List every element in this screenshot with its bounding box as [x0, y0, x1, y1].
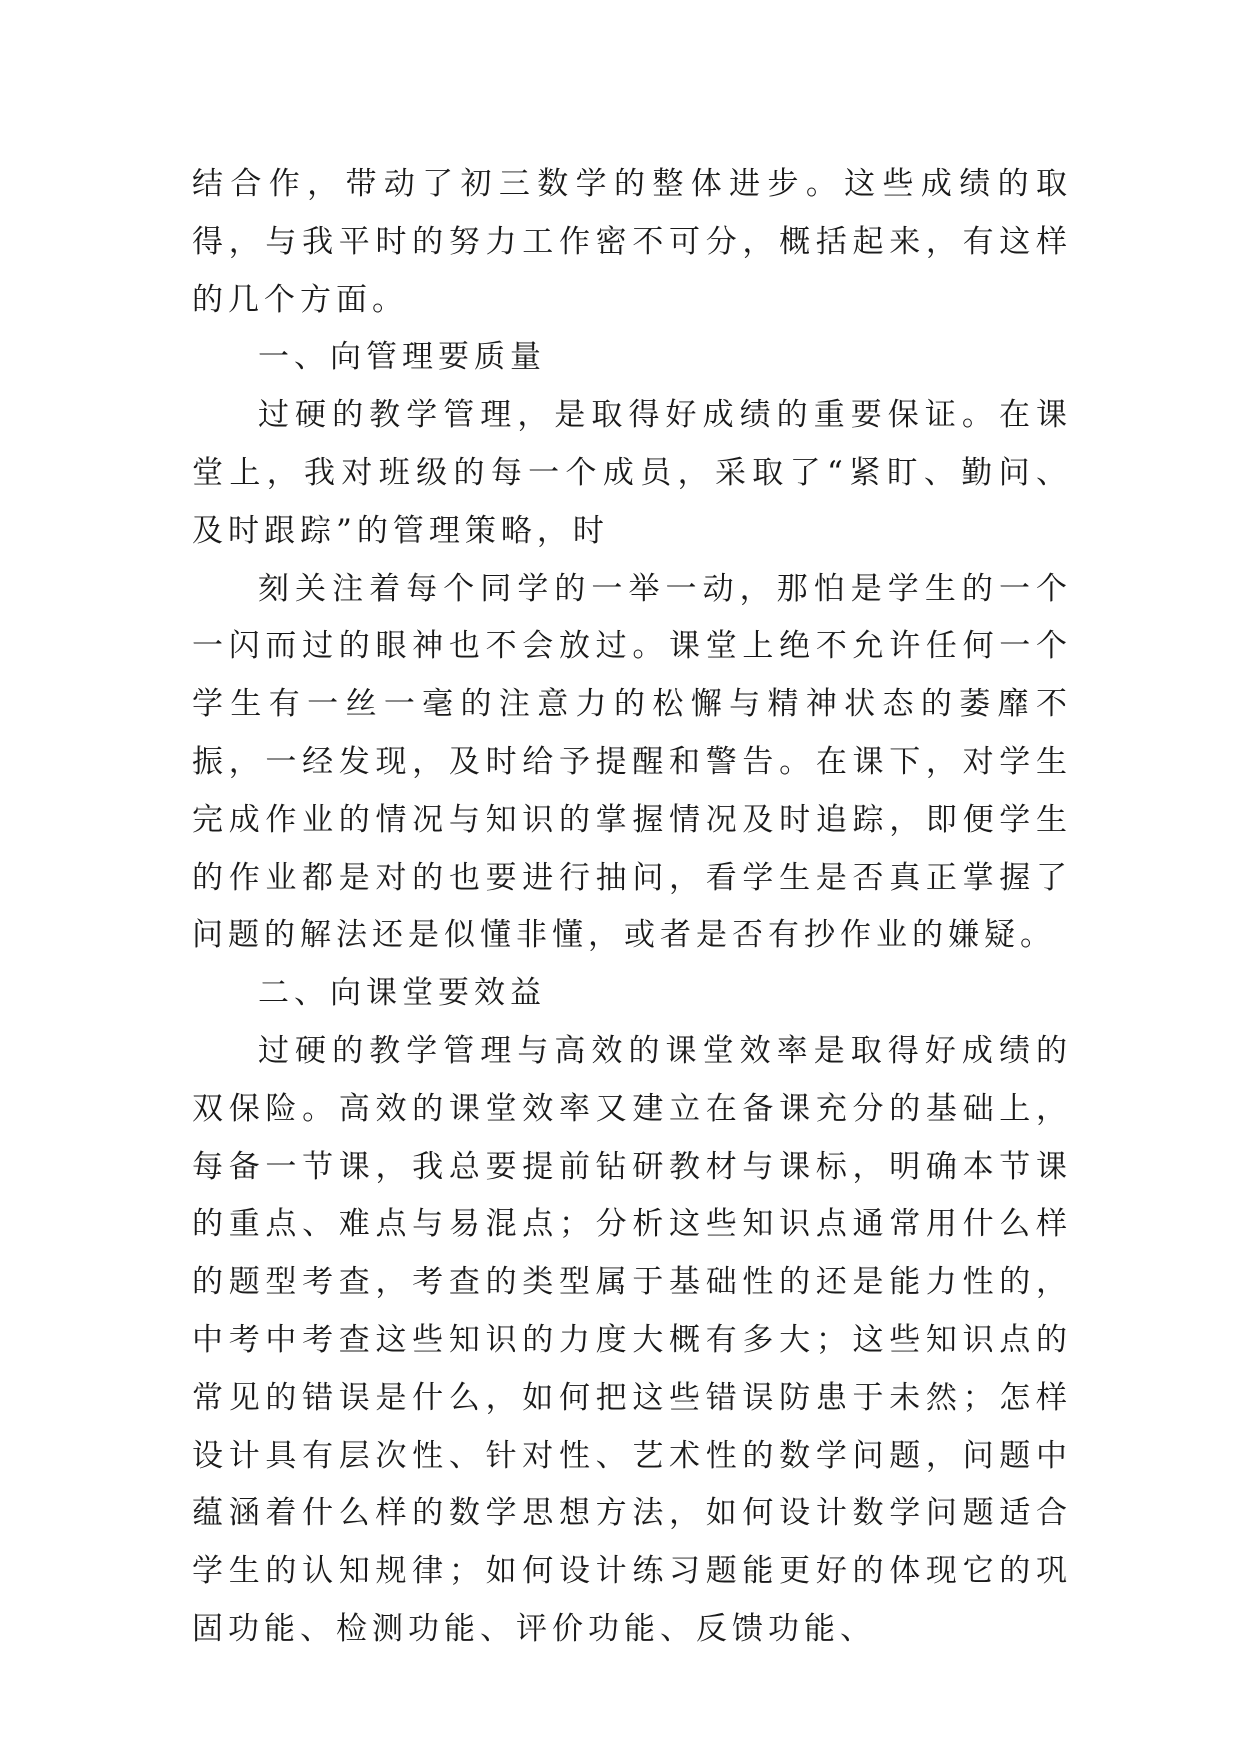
document-body — [192, 156, 1072, 1659]
paragraph-4: 过硬的教学管理与高效的课堂效率是取得好成绩的双保险。高效的课堂效率又建立在备课充分的基础上，每备一节课，我总要提前钻研教材与课标，明确本节课的重点、难点与易混点；分析这些知识点通常用什么样的题型考查，考查的类型属于基础性的还是能力性的，中考中考查这些知识的力度大概有多大；这些知识点的常见的错误是什么，如何把这些错误防患于未然；怎样设计具有层次性、针对性、艺术性的数学问题，问题中蕴涵着什么样的数学思想方法，如何设计数学问题适合学生的认知规律；如何设计练习题能更好的体现它的巩固功能、检测功能、评价功能、反馈功能、 — [192, 1032, 1072, 1647]
section-heading-1: 一、向管理要质量 — [258, 339, 546, 376]
section-heading-2: 二、向课堂要效益 — [258, 975, 546, 1012]
paragraph-2: 过硬的教学管理，是取得好成绩的重要保证。在课堂上，我对班级的每一个成员，采取了“紧盯、勤问、及时跟踪”的管理策略，时 — [192, 397, 1072, 549]
paragraph-3: 刻关注着每个同学的一举一动，那怕是学生的一个一闪而过的眼神也不会放过。课堂上绝不允许任何一个学生有一丝一毫的注意力的松懈与精神状态的萎靡不振，一经发现，及时给予提醒和警告。在课下，对学生完成作业的情况与知识的掌握情况及时追踪，即便学生的作业都是对的也要进行抽问，看学生是否真正掌握了问题的解法还是似懂非懂，或者是否有抄作业的嫌疑。 — [192, 570, 1072, 954]
paragraph-1: 结合作，带动了初三数学的整体进步。这些成绩的取得，与我平时的努力工作密不可分，概括起来，有这样的几个方面。 — [192, 166, 1072, 318]
